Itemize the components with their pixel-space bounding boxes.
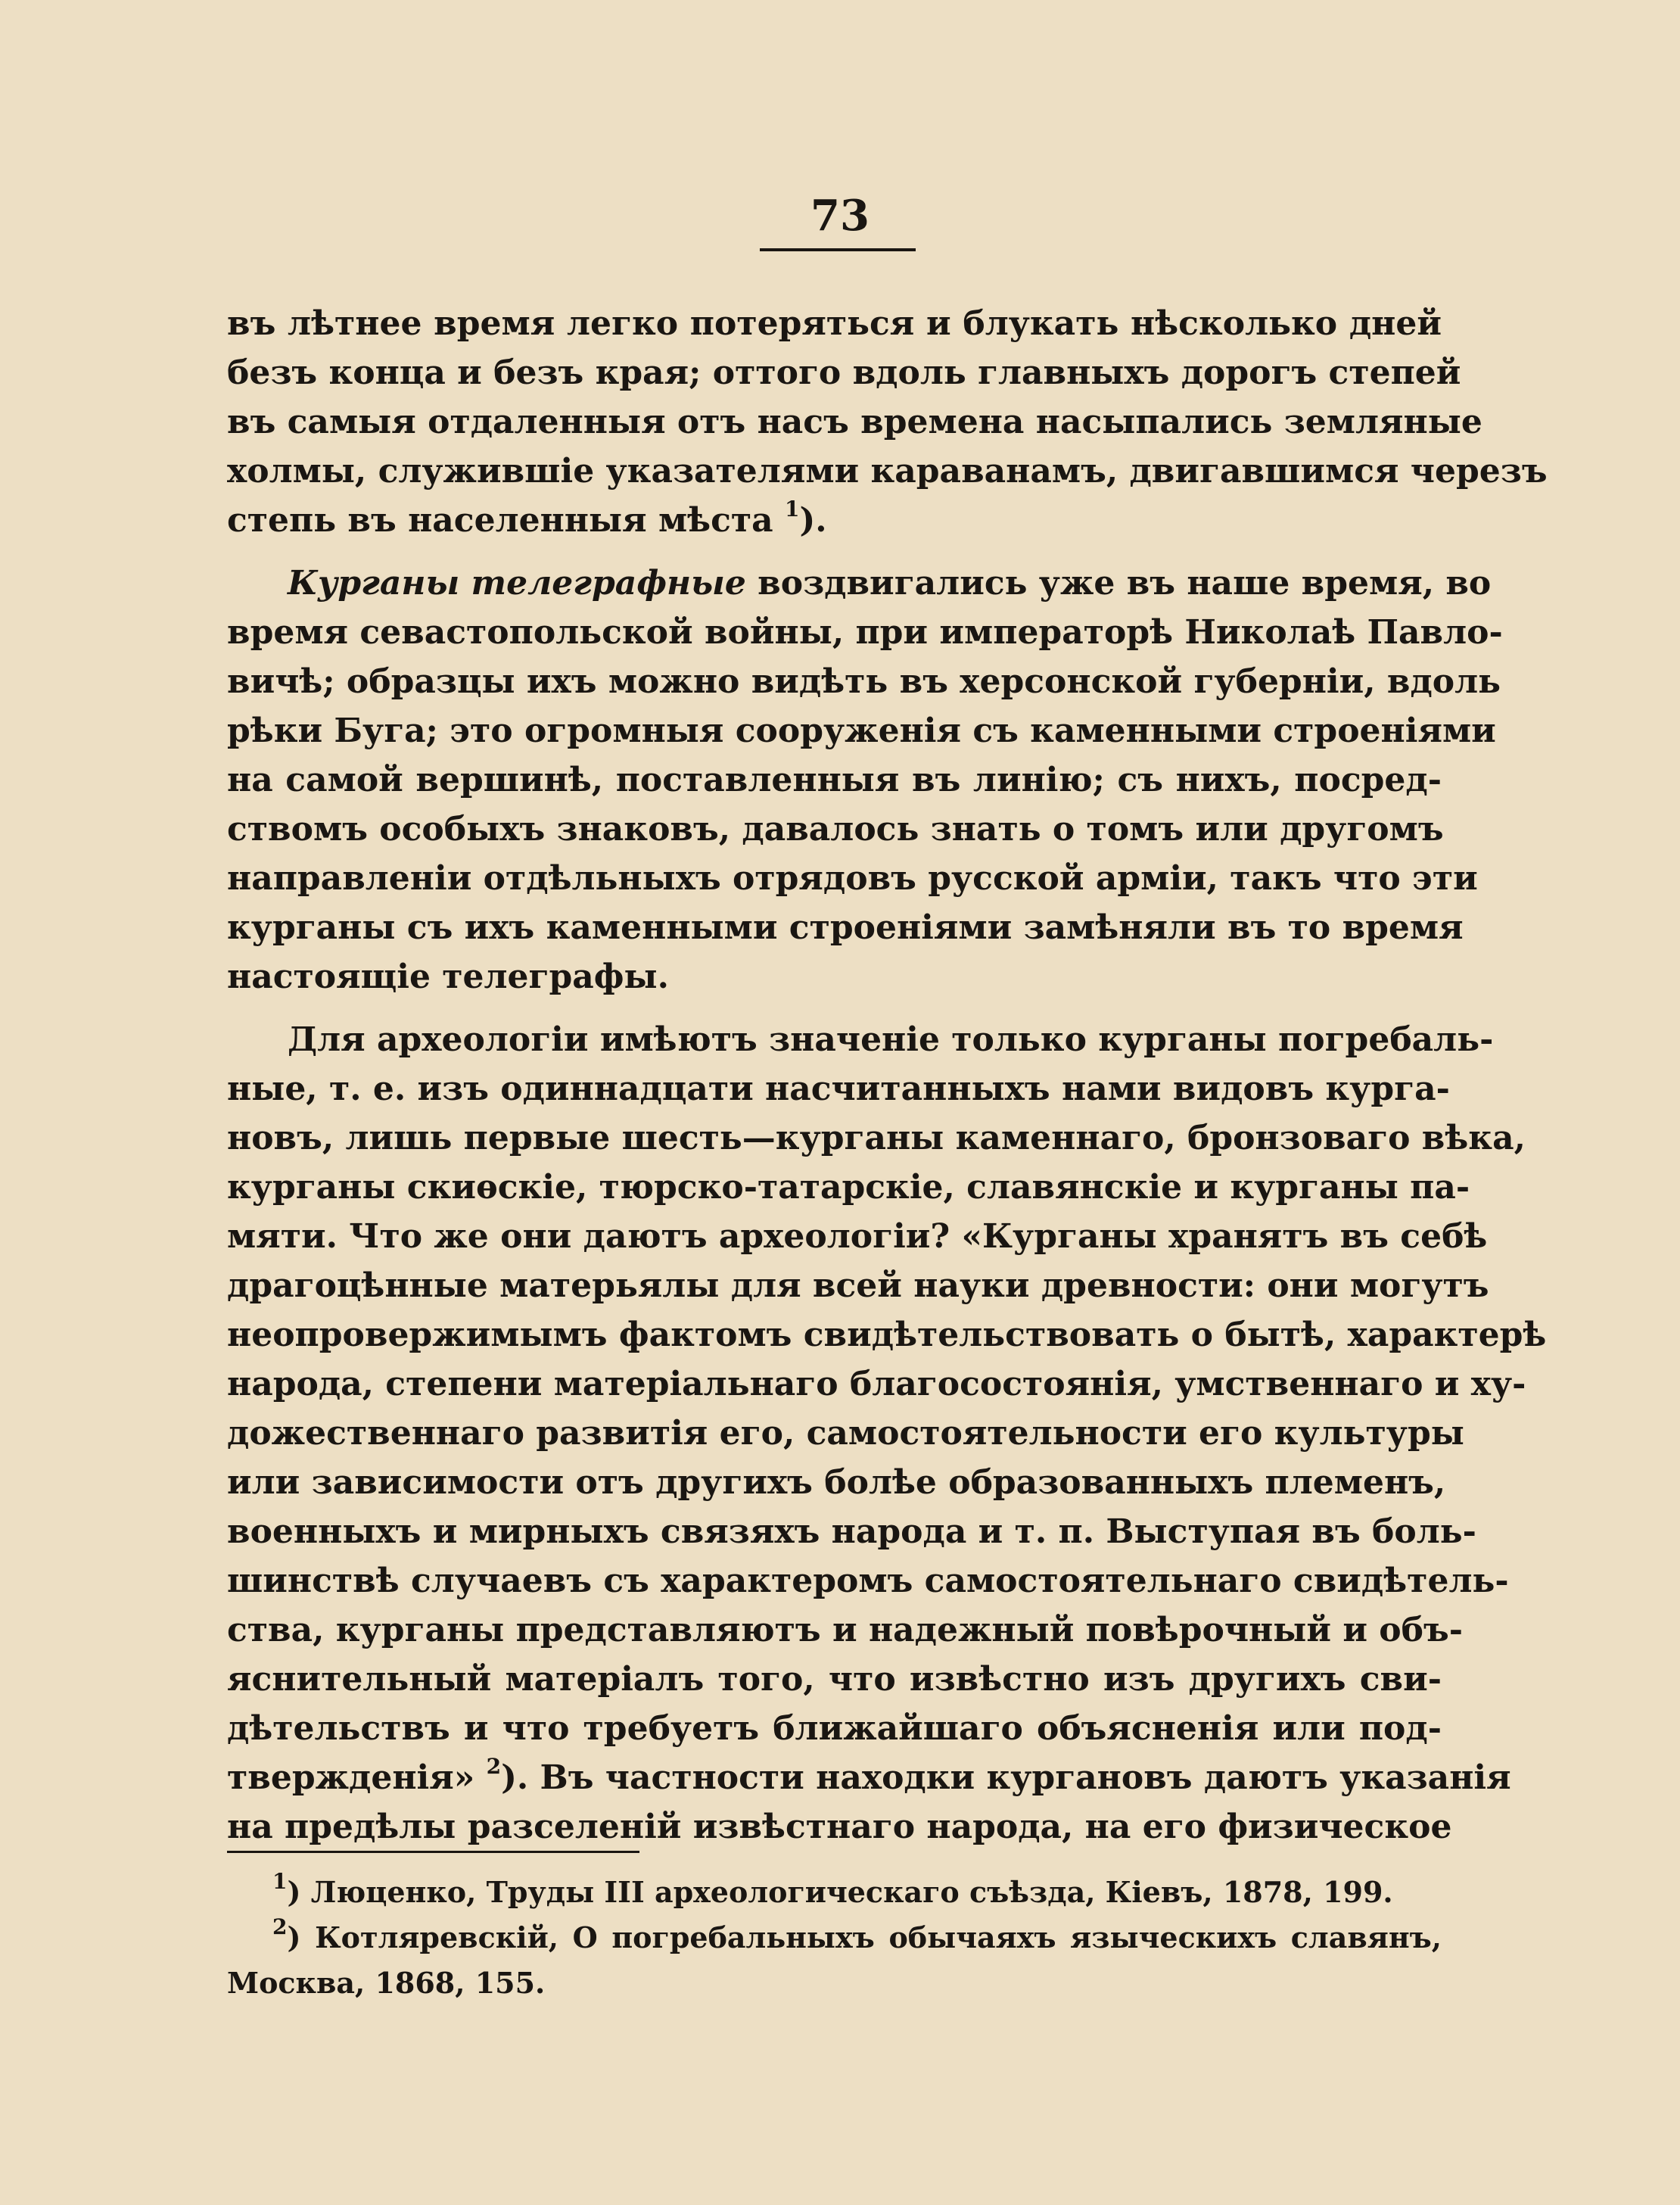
text-span: степь въ населенныя мѣста: [227, 501, 773, 540]
text-line: холмы, служившіе указателями караванамъ, двигавшимся черезъ: [227, 452, 1548, 491]
text-line: время севастопольской войны, при императорѣ Николаѣ Павло-: [227, 613, 1503, 652]
paragraph: [227, 1015, 1547, 1852]
text-line: дѣтельствъ и что требуетъ ближайшаго объясненія или под-: [227, 1709, 1442, 1748]
footnote-marker: 1: [272, 1869, 288, 1895]
footnote-text: Люценко, Труды III археологическаго съѣзда, Кіевъ, 1878, 199.: [310, 1875, 1393, 1909]
footnote-ref: 1: [785, 497, 800, 522]
footnotes: [227, 1870, 1442, 2006]
page-number-rule: [760, 248, 916, 251]
text-line: [227, 559, 1492, 608]
text-line: настоящіе телеграфы.: [227, 958, 669, 996]
text-line: Для археологіи имѣютъ значеніе только курганы погребаль-: [288, 1020, 1494, 1059]
text-line: въ самыя отдаленныя отъ насъ времена насыпались земляные: [227, 403, 1482, 441]
text-line: въ лѣтнее время легко потеряться и блукать нѣсколько дней: [227, 304, 1442, 343]
footnote-marker-close: ): [287, 1875, 301, 1909]
text-line: военныхъ и мирныхъ связяхъ народа и т. п. Выступая въ боль-: [227, 1512, 1476, 1551]
text-span: ). Въ частности находки кургановъ даютъ указанія: [501, 1758, 1511, 1797]
text-line: [227, 1753, 1511, 1802]
text-line: на предѣлы разселеній извѣстнаго народа, на его физическое: [227, 1808, 1452, 1846]
text-line: вичѣ; образцы ихъ можно видѣть въ херсонской губерніи, вдоль: [227, 662, 1501, 701]
page-number: 73: [810, 191, 870, 241]
text-span: воздвигались уже въ наше время, во: [745, 564, 1492, 603]
text-line: на самой вершинѣ, поставленныя въ линію; съ нихъ, посред-: [227, 761, 1442, 799]
text-line: новъ, лишь первые шесть—курганы каменнаго, бронзоваго вѣка,: [227, 1119, 1526, 1157]
text-line: курганы скиѳскіе, тюрско-татарскіе, славянскіе и курганы па-: [227, 1168, 1470, 1207]
text-line: мяти. Что же они даютъ археологіи? «Курганы хранятъ въ себѣ: [227, 1217, 1488, 1256]
text-line: яснительный матеріалъ того, что извѣстно изъ другихъ сви-: [227, 1660, 1442, 1699]
footnote: [227, 1870, 1442, 1915]
footnote-marker: 2: [272, 1914, 288, 1940]
text-line: ствомъ особыхъ знаковъ, давалось знать о томъ или другомъ: [227, 810, 1444, 849]
text-line: ства, курганы представляютъ и надежный повѣрочный и объ-: [227, 1611, 1463, 1649]
footnote-text: Котляревскій, О погребальныхъ обычаяхъ языческихъ славянъ,: [315, 1920, 1442, 1954]
paragraph: [227, 559, 1503, 1001]
text-line: ные, т. е. изъ одиннадцати насчитанныхъ нами видовъ курга-: [227, 1070, 1450, 1108]
footnote-rule: [227, 1851, 639, 1853]
main-text: [227, 299, 1548, 1852]
text-line: народа, степени матеріальнаго благосостоянія, умственнаго и ху-: [227, 1365, 1526, 1403]
footnote-continuation: Москва, 1868, 155.: [227, 1966, 546, 2000]
footnote: [227, 1915, 1442, 1961]
footnote-marker-close: ): [287, 1920, 301, 1954]
text-line: или зависимости отъ другихъ болѣе образованныхъ племенъ,: [227, 1463, 1446, 1502]
text-line: [227, 496, 1442, 545]
text-line: шинствѣ случаевъ съ характеромъ самостоятельнаго свидѣтель-: [227, 1562, 1509, 1600]
italic-lead: Курганы телеграфные: [288, 564, 746, 603]
text-line: рѣки Буга; это огромныя сооруженія съ каменными строеніями: [227, 712, 1496, 750]
text-line: безъ конца и безъ края; оттого вдоль главныхъ дорогъ степей: [227, 353, 1461, 392]
footnote-ref-close: ).: [799, 501, 827, 540]
text-span: твержденія»: [227, 1758, 475, 1797]
paragraph: [227, 299, 1548, 545]
text-line: дожественнаго развитія его, самостоятельности его культуры: [227, 1414, 1464, 1453]
footnote-ref: 2: [486, 1754, 502, 1780]
text-line: драгоцѣнные матерьялы для всей науки древности: они могутъ: [227, 1266, 1489, 1305]
text-line: курганы съ ихъ каменными строеніями замѣняли въ то время: [227, 908, 1464, 947]
text-line: направленіи отдѣльныхъ отрядовъ русской арміи, такъ что эти: [227, 859, 1478, 898]
text-line: неопровержимымъ фактомъ свидѣтельствовать о бытѣ, характерѣ: [227, 1316, 1547, 1354]
